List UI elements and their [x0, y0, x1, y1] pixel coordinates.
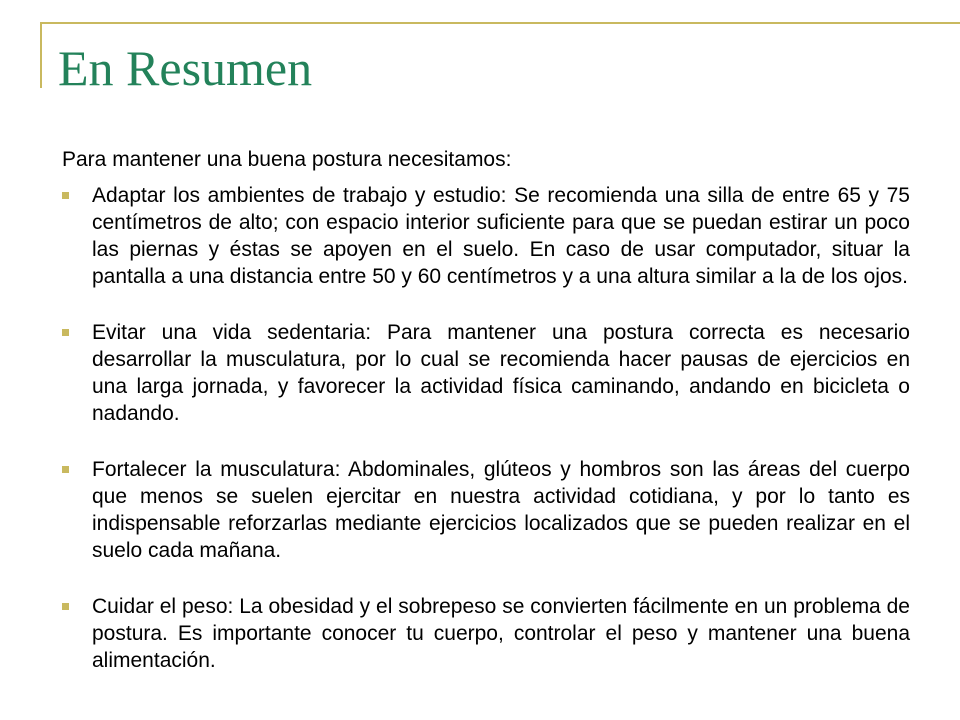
title-frame-left-line — [40, 22, 42, 88]
title-frame-top-line — [40, 22, 960, 24]
list-item — [62, 319, 910, 427]
square-bullet-icon — [62, 603, 69, 610]
bullet-text: Cuidar el peso: La obesidad y el sobrepeso se convierten fácilmente en un problema de postura. Es importante conocer tu cuerpo, controlar el peso y mantener una buena alimentación. — [92, 595, 910, 672]
intro-text: Para mantener una buena postura necesitamos: — [62, 148, 512, 171]
bullet-list — [62, 182, 910, 674]
square-bullet-icon — [62, 329, 69, 336]
slide-content — [62, 144, 910, 703]
bullet-text: Adaptar los ambientes de trabajo y estudio: Se recomienda una silla de entre 65 y 75 centímetros de alto; con espacio interior suficiente para que se puedan estirar un poco las piernas y éstas se apoyen en el suelo. En caso de usar computador, situar la pantalla a una distancia entre 50 y 60 centímetros y a una altura similar a la de los ojos. — [92, 184, 910, 288]
list-item — [62, 182, 910, 290]
list-item — [62, 456, 910, 564]
bullet-text: Evitar una vida sedentaria: Para mantener una postura correcta es necesario desarrollar la musculatura, por lo cual se recomienda hacer pausas de ejercicios en una larga jornada, y favorecer la actividad física caminando, andando en bicicleta o nadando. — [92, 321, 910, 425]
square-bullet-icon — [62, 192, 69, 199]
bullet-text: Fortalecer la musculatura: Abdominales, glúteos y hombros son las áreas del cuerpo que menos se suelen ejercitar en nuestra actividad cotidiana, y por lo tanto es indispensable reforzarlas mediante ejercicios localizados que se pueden realizar en el suelo cada mañana. — [92, 458, 910, 562]
slide-title: En Resumen — [58, 40, 313, 96]
square-bullet-icon — [62, 466, 69, 473]
list-item — [62, 593, 910, 674]
